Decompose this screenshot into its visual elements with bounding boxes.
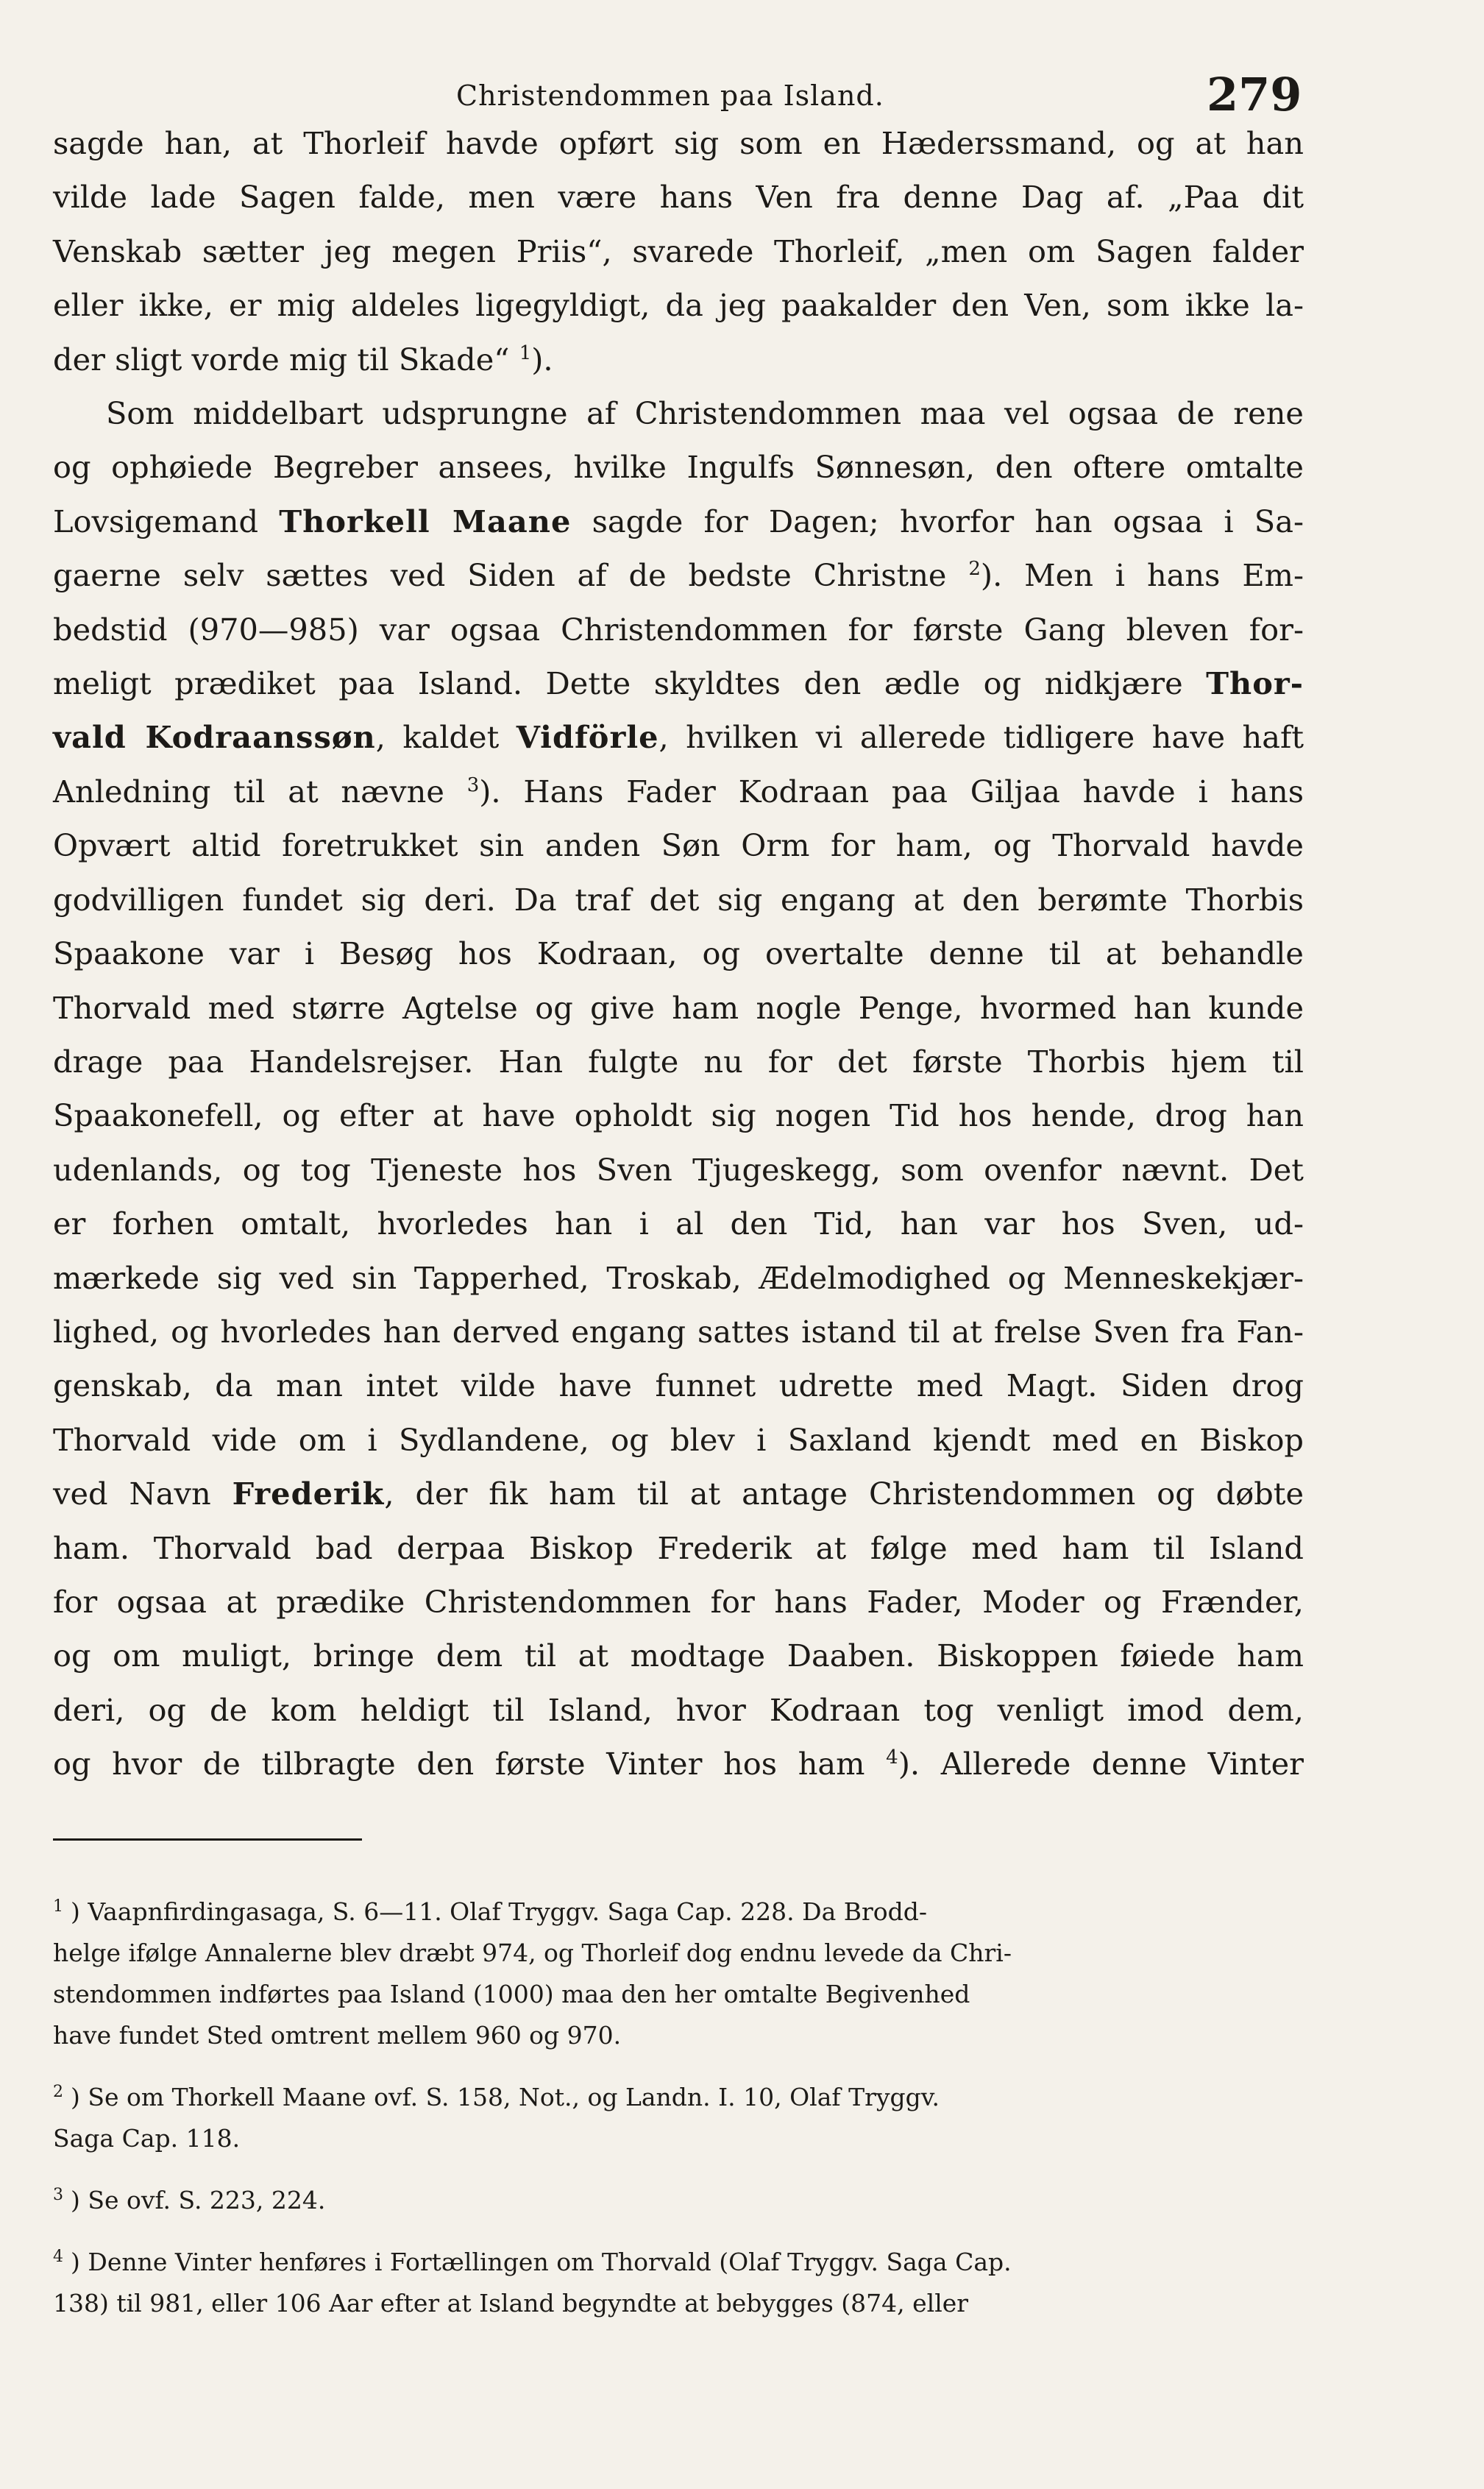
running-title: Christendommen paa Island.: [456, 79, 884, 112]
name-frederik: Frederik: [232, 1476, 385, 1512]
text-line: og ophøiede Begreber ansees, hvilke Ingulfs Sønnesøn, den oftere omtalte: [53, 449, 1304, 486]
name-thorkell-maane: Thorkell Maane: [279, 503, 572, 539]
text-line: deri, og de kom heldigt til Island, hvor Kodraan tog venligt imod dem,: [53, 1691, 1304, 1728]
footnote-ref: 3: [466, 774, 480, 797]
name-vidfoerle: Vidförle: [516, 719, 659, 756]
footnote-ref: 1: [519, 341, 532, 364]
name-kodraanssoen: vald Kodraanssøn: [53, 719, 376, 756]
text-line: Som middelbart udsprungne af Christendommen maa vel ogsaa de rene: [106, 395, 1304, 432]
text-line: meligt prædiket paa Island. Dette skyldtes den ædle og nidkjære Thor-: [53, 665, 1304, 702]
text-line: og om muligt, bringe dem til at modtage Daaben. Biskoppen føiede ham: [53, 1638, 1304, 1674]
footnote-ref: 4: [886, 1746, 898, 1769]
footnote: $^4$ ) Denne Vinter henføres i Fortællingen om Thorvald (Olaf Tryggv. Saga Cap. 138) til 981, eller 106 Aar efter at Island begyndte at bebygges (874, eller: [53, 2248, 1012, 2318]
text-line: Thorvald vide om i Sydlandene, og blev i Saxland kjendt med en Biskop: [53, 1421, 1304, 1458]
footnote: $^2$ ) Se om Thorkell Maane ovf. S. 158, Not., og Landn. I. 10, Olaf Tryggv. Saga Cap. 118.: [53, 2083, 940, 2153]
text-line: bedstid (970—985) var ogsaa Christendommen for første Gang bleven for-: [53, 611, 1304, 648]
footnote-divider: [53, 1838, 362, 1841]
text-line: vald Kodraanssøn, kaldet Vidförle, hvilken vi allerede tidligere have haft: [53, 719, 1304, 756]
text-line: der sligt vorde mig til Skade“ $^1$).: [53, 341, 553, 378]
footnote-mark: 1: [53, 1897, 63, 1916]
text-line: er forhen omtalt, hvorledes han i al den Tid, han var hos Sven, ud-: [53, 1205, 1304, 1242]
text-line: lighed, og hvorledes han derved engang sattes istand til at frelse Sven fra Fan-: [53, 1313, 1304, 1350]
text-line: gaerne selv sættes ved Siden af de bedste Christne $^2$). Men i hans Em-: [53, 557, 1304, 594]
footnote-ref: 2: [968, 558, 981, 581]
page-number: 279: [1207, 68, 1302, 121]
text-line: Venskab sætter jeg megen Priis“, svarede Thorleif, „men om Sagen falder: [53, 233, 1304, 269]
text-line: udenlands, og tog Tjeneste hos Sven Tjugeskegg, som ovenfor nævnt. Det: [53, 1151, 1304, 1188]
name-thorvald: Thor-: [1206, 665, 1304, 702]
text-line: vilde lade Sagen falde, men være hans Ven fra denne Dag af. „Paa dit: [53, 179, 1304, 216]
text-line: eller ikke, er mig aldeles ligegyldigt, da jeg paakalder den Ven, som ikke la-: [53, 287, 1304, 324]
running-head: [0, 68, 1484, 119]
footnote-mark: 2: [53, 2083, 63, 2101]
text-line: mærkede sig ved sin Tapperhed, Troskab, Ædelmodighed og Menneskekjær-: [53, 1259, 1304, 1296]
text-line: ham. Thorvald bad derpaa Biskop Frederik at følge med ham til Island: [53, 1529, 1304, 1566]
text-line: og hvor de tilbragte den første Vinter hos ham $^4$). Allerede denne Vinter: [53, 1746, 1304, 1782]
text-line: Spaakone var i Besøg hos Kodraan, og overtalte denne til at behandle: [53, 935, 1304, 972]
body-text: [53, 116, 1304, 1791]
text-line: sagde han, at Thorleif havde opført sig som en Hæderssmand, og at han: [53, 125, 1304, 161]
footnotes: [53, 1891, 1304, 2345]
text-line: genskab, da man intet vilde have funnet udrette med Magt. Siden drog: [53, 1367, 1304, 1404]
text-line: Lovsigemand Thorkell Maane sagde for Dagen; hvorfor han ogsaa i Sa-: [53, 503, 1304, 539]
text-line: Thorvald med større Agtelse og give ham nogle Penge, hvormed han kunde: [53, 989, 1304, 1026]
text-line: for ogsaa at prædike Christendommen for hans Fader, Moder og Frænder,: [53, 1583, 1304, 1620]
paragraph-2: [53, 386, 1304, 1791]
footnote-mark: 3: [53, 2186, 63, 2204]
text-line: Spaakonefell, og efter at have opholdt sig nogen Tid hos hende, drog han: [53, 1097, 1304, 1134]
text-line: godvilligen fundet sig deri. Da traf det sig engang at den berømte Thorbis: [53, 881, 1304, 918]
text-line: Anledning til at nævne $^3$). Hans Fader Kodraan paa Giljaa havde i hans: [53, 773, 1304, 810]
text-line: Opvært altid foretrukket sin anden Søn Orm for ham, og Thorvald havde: [53, 827, 1304, 864]
paragraph-1: [53, 116, 1304, 386]
footnote-mark: 4: [53, 2248, 63, 2266]
footnote: $^3$ ) Se ovf. S. 223, 224.: [53, 2186, 326, 2214]
footnote: $^1$ ) Vaapnfirdingasaga, S. 6—11. Olaf Tryggv. Saga Cap. 228. Da Brodd- helge ifølge Annalerne blev dræbt 974, og Thorleif dog endnu levede da Chri- stendommen indførtes paa Island (1000) maa den her omtalte Begivenhed have fundet Sted omtrent mellem 960 og 970.: [53, 1897, 1012, 2050]
text-line: ved Navn Frederik, der fik ham til at antage Christendommen og døbte: [53, 1476, 1304, 1512]
text-line: drage paa Handelsrejser. Han fulgte nu for det første Thorbis hjem til: [53, 1043, 1304, 1080]
